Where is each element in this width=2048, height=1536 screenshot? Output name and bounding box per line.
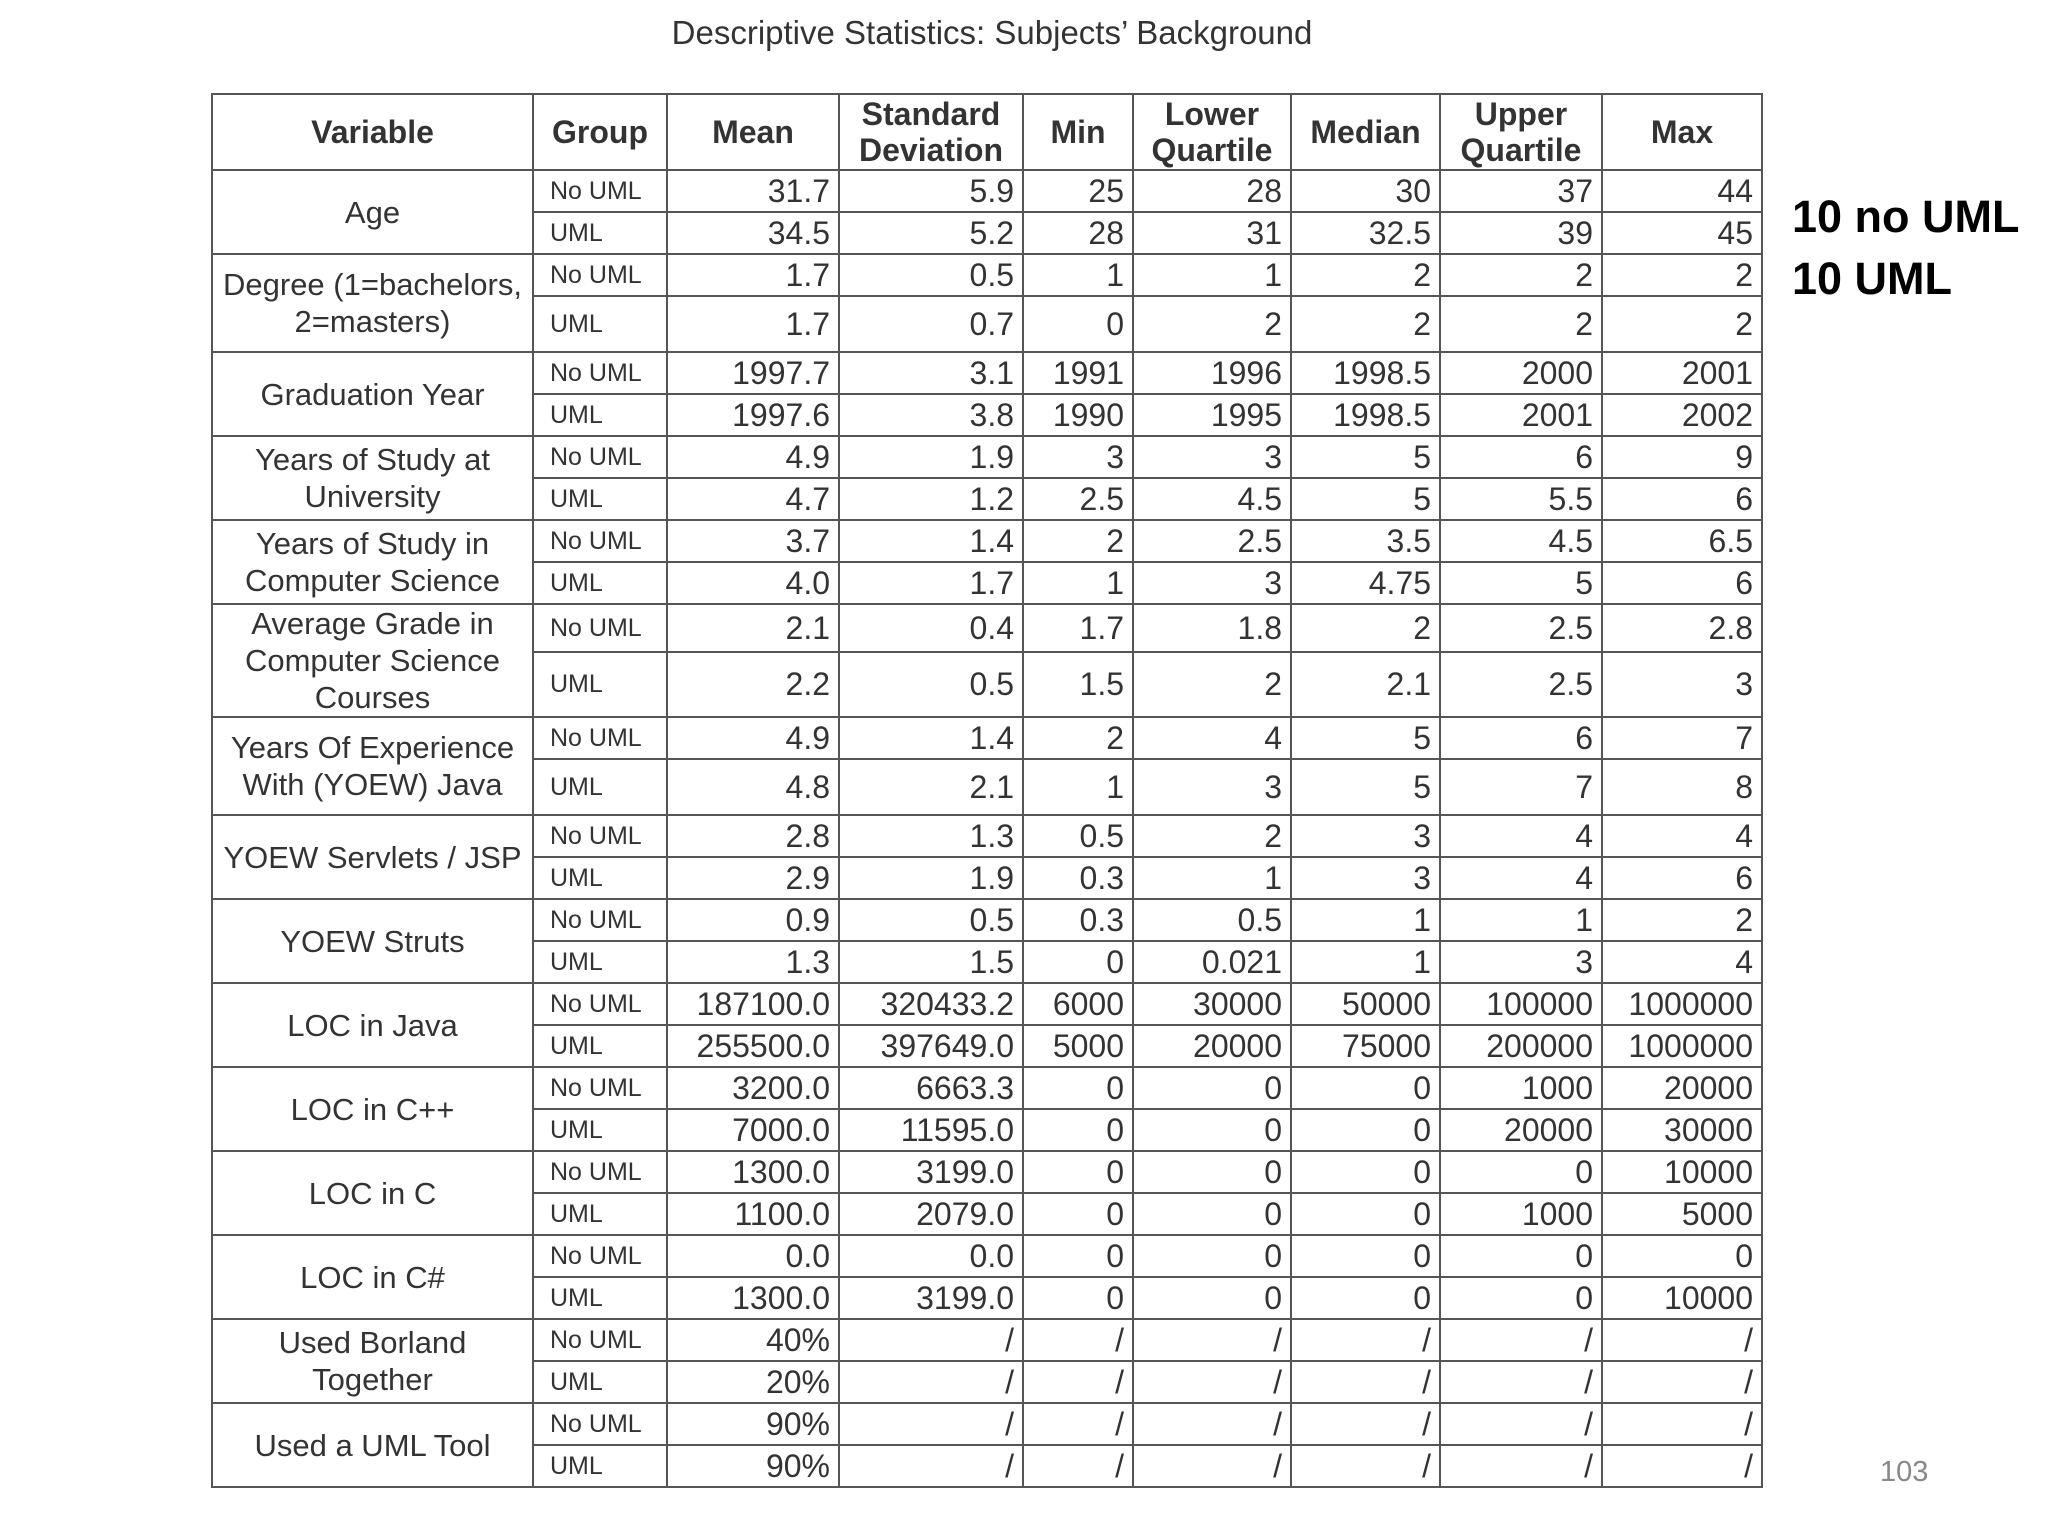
value-cell: 7 [1602,717,1762,759]
value-cell: 7 [1440,759,1602,815]
value-cell: 0.9 [667,899,839,941]
value-cell: 75000 [1291,1025,1440,1067]
value-cell: 1300.0 [667,1277,839,1319]
value-cell: 3 [1133,436,1291,478]
group-cell: No UML [533,1151,667,1193]
value-cell: 34.5 [667,212,839,254]
value-cell: 2.2 [667,652,839,717]
value-cell: 11595.0 [839,1109,1023,1151]
header-mean: Mean [667,94,839,170]
value-cell: 0 [1291,1277,1440,1319]
value-cell: 25 [1023,170,1133,212]
value-cell: / [1023,1445,1133,1487]
value-cell: 397649.0 [839,1025,1023,1067]
group-cell: UML [533,1193,667,1235]
value-cell: 6 [1440,717,1602,759]
value-cell: 1.9 [839,857,1023,899]
value-cell: 0 [1440,1151,1602,1193]
table-row [212,1067,1762,1109]
variable-cell: LOC in C [212,1151,533,1235]
value-cell: 2.1 [839,759,1023,815]
value-cell: 4.7 [667,478,839,520]
value-cell: 0.5 [839,652,1023,717]
value-cell: 4.9 [667,717,839,759]
value-cell: 6 [1602,857,1762,899]
group-cell: UML [533,394,667,436]
value-cell: / [1023,1403,1133,1445]
value-cell: 6 [1602,562,1762,604]
value-cell: 1996 [1133,352,1291,394]
table-body [212,170,1762,1487]
group-cell: UML [533,652,667,717]
value-cell: 0 [1602,1235,1762,1277]
value-cell: / [839,1445,1023,1487]
group-cell: No UML [533,170,667,212]
value-cell: 1 [1023,562,1133,604]
value-cell: 1.4 [839,717,1023,759]
value-cell: 0 [1133,1151,1291,1193]
value-cell: 5 [1291,478,1440,520]
group-cell: No UML [533,254,667,296]
value-cell: 20000 [1133,1025,1291,1067]
value-cell: 0.4 [839,604,1023,652]
variable-cell: YOEW Servlets / JSP [212,815,533,899]
value-cell: 0 [1133,1193,1291,1235]
value-cell: 2 [1133,652,1291,717]
value-cell: 2 [1440,254,1602,296]
value-cell: 1000 [1440,1193,1602,1235]
value-cell: 0 [1291,1193,1440,1235]
value-cell: 1990 [1023,394,1133,436]
value-cell: 0.3 [1023,899,1133,941]
value-cell: 1300.0 [667,1151,839,1193]
value-cell: / [839,1361,1023,1403]
value-cell: 0.3 [1023,857,1133,899]
variable-cell: YOEW Struts [212,899,533,983]
value-cell: 2.5 [1023,478,1133,520]
value-cell: 3199.0 [839,1151,1023,1193]
value-cell: 0 [1440,1277,1602,1319]
table-row [212,352,1762,394]
value-cell: 20000 [1440,1109,1602,1151]
value-cell: 0 [1023,1193,1133,1235]
table-row [212,254,1762,296]
value-cell: 30000 [1602,1109,1762,1151]
value-cell: 1.7 [839,562,1023,604]
group-cell: No UML [533,352,667,394]
value-cell: 5 [1291,436,1440,478]
value-cell: 1100.0 [667,1193,839,1235]
value-cell: 2 [1133,815,1291,857]
header-max: Max [1602,94,1762,170]
value-cell: 2000 [1440,352,1602,394]
value-cell: 4 [1440,857,1602,899]
value-cell: 0.5 [1133,899,1291,941]
value-cell: 0.7 [839,296,1023,352]
table-row [212,1151,1762,1193]
value-cell: 0.0 [839,1235,1023,1277]
table-row [212,604,1762,652]
group-cell: UML [533,562,667,604]
variable-cell: LOC in C# [212,1235,533,1319]
value-cell: 0 [1023,296,1133,352]
value-cell: 0.021 [1133,941,1291,983]
table-row [212,520,1762,562]
value-cell: 0 [1023,1067,1133,1109]
value-cell: 3 [1602,652,1762,717]
value-cell: 3 [1291,857,1440,899]
value-cell: 0 [1133,1109,1291,1151]
value-cell: 1 [1133,254,1291,296]
page-number: 103 [1880,1456,1929,1488]
group-cell: No UML [533,815,667,857]
value-cell: 1997.6 [667,394,839,436]
value-cell: 1 [1023,254,1133,296]
value-cell: 200000 [1440,1025,1602,1067]
value-cell: 0 [1023,1235,1133,1277]
table-row [212,1319,1762,1361]
value-cell: 0 [1023,1277,1133,1319]
value-cell: 1000 [1440,1067,1602,1109]
value-cell: 1 [1440,899,1602,941]
value-cell: / [1440,1361,1602,1403]
table-row [212,1403,1762,1445]
sample-size-no-uml: 10 no UML [1792,191,2020,242]
descriptive-statistics-table [211,93,1763,1488]
value-cell: 1.9 [839,436,1023,478]
value-cell: 0 [1291,1067,1440,1109]
value-cell: / [1133,1319,1291,1361]
value-cell: 2 [1602,254,1762,296]
header-row [212,94,1762,170]
value-cell: / [1602,1445,1762,1487]
value-cell: 2 [1133,296,1291,352]
value-cell: 1 [1023,759,1133,815]
value-cell: 0 [1023,1109,1133,1151]
value-cell: 1.4 [839,520,1023,562]
value-cell: 2.5 [1133,520,1291,562]
value-cell: 4.75 [1291,562,1440,604]
value-cell: 5000 [1602,1193,1762,1235]
variable-cell: Age [212,170,533,254]
group-cell: No UML [533,520,667,562]
value-cell: 1 [1133,857,1291,899]
value-cell: 0.5 [839,899,1023,941]
header-lower-quartile: Lower Quartile [1133,94,1291,170]
value-cell: 2001 [1440,394,1602,436]
value-cell: / [1133,1445,1291,1487]
value-cell: 2 [1602,296,1762,352]
value-cell: 1000000 [1602,1025,1762,1067]
value-cell: 2.1 [667,604,839,652]
value-cell: 0 [1291,1151,1440,1193]
value-cell: 4.0 [667,562,839,604]
value-cell: 37 [1440,170,1602,212]
table-row [212,436,1762,478]
value-cell: 2.8 [1602,604,1762,652]
value-cell: 2 [1291,254,1440,296]
group-cell: No UML [533,983,667,1025]
value-cell: 2 [1602,899,1762,941]
variable-cell: Used Borland Together [212,1319,533,1403]
value-cell: 4 [1602,941,1762,983]
value-cell: 6 [1602,478,1762,520]
value-cell: 30000 [1133,983,1291,1025]
value-cell: 31.7 [667,170,839,212]
value-cell: 4 [1133,717,1291,759]
value-cell: 90% [667,1445,839,1487]
variable-cell: Graduation Year [212,352,533,436]
value-cell: 1 [1291,941,1440,983]
value-cell: 0.5 [839,254,1023,296]
value-cell: 6000 [1023,983,1133,1025]
value-cell: 1.8 [1133,604,1291,652]
value-cell: 3 [1023,436,1133,478]
value-cell: 5.9 [839,170,1023,212]
group-cell: UML [533,212,667,254]
value-cell: 7000.0 [667,1109,839,1151]
value-cell: 44 [1602,170,1762,212]
value-cell: 3 [1133,759,1291,815]
variable-cell: Years of Study in Computer Science [212,520,533,604]
value-cell: 0 [1291,1109,1440,1151]
group-cell: UML [533,1025,667,1067]
value-cell: / [1133,1361,1291,1403]
value-cell: 6663.3 [839,1067,1023,1109]
value-cell: 4.5 [1440,520,1602,562]
value-cell: 1995 [1133,394,1291,436]
value-cell: 1.7 [667,254,839,296]
value-cell: 40% [667,1319,839,1361]
value-cell: 2 [1291,604,1440,652]
group-cell: UML [533,941,667,983]
value-cell: 4 [1602,815,1762,857]
table-row [212,717,1762,759]
value-cell: 5 [1291,759,1440,815]
group-cell: No UML [533,717,667,759]
value-cell: / [1602,1319,1762,1361]
value-cell: 4.9 [667,436,839,478]
value-cell: 3 [1440,941,1602,983]
value-cell: 2 [1291,296,1440,352]
value-cell: 6 [1440,436,1602,478]
table-row [212,170,1762,212]
value-cell: 2 [1023,717,1133,759]
value-cell: 255500.0 [667,1025,839,1067]
value-cell: 28 [1133,170,1291,212]
value-cell: 30 [1291,170,1440,212]
value-cell: 10000 [1602,1151,1762,1193]
value-cell: 0.0 [667,1235,839,1277]
header-group: Group [533,94,667,170]
value-cell: 8 [1602,759,1762,815]
value-cell: 0 [1023,1151,1133,1193]
header-median: Median [1291,94,1440,170]
header-min: Min [1023,94,1133,170]
value-cell: / [1602,1361,1762,1403]
group-cell: No UML [533,1067,667,1109]
value-cell: / [839,1319,1023,1361]
header-standard-deviation: Standard Deviation [839,94,1023,170]
value-cell: 32.5 [1291,212,1440,254]
value-cell: / [1440,1319,1602,1361]
value-cell: / [1291,1445,1440,1487]
value-cell: 0 [1133,1277,1291,1319]
value-cell: 1 [1291,899,1440,941]
value-cell: 1.7 [667,296,839,352]
table-row [212,899,1762,941]
header-upper-quartile: Upper Quartile [1440,94,1602,170]
value-cell: 5 [1291,717,1440,759]
value-cell: / [1291,1319,1440,1361]
group-cell: UML [533,1445,667,1487]
value-cell: 39 [1440,212,1602,254]
value-cell: 3200.0 [667,1067,839,1109]
value-cell: 20% [667,1361,839,1403]
group-cell: UML [533,1361,667,1403]
value-cell: 50000 [1291,983,1440,1025]
value-cell: 0 [1291,1235,1440,1277]
value-cell: 5.2 [839,212,1023,254]
value-cell: 0 [1133,1067,1291,1109]
value-cell: 0 [1133,1235,1291,1277]
group-cell: UML [533,1109,667,1151]
value-cell: 5000 [1023,1025,1133,1067]
value-cell: 2.1 [1291,652,1440,717]
group-cell: No UML [533,899,667,941]
value-cell: 20000 [1602,1067,1762,1109]
value-cell: 0 [1023,941,1133,983]
value-cell: 3199.0 [839,1277,1023,1319]
value-cell: / [1133,1403,1291,1445]
value-cell: 4.8 [667,759,839,815]
value-cell: / [839,1403,1023,1445]
value-cell: 1991 [1023,352,1133,394]
variable-cell: LOC in Java [212,983,533,1067]
value-cell: 9 [1602,436,1762,478]
group-cell: UML [533,1277,667,1319]
value-cell: 2.5 [1440,604,1602,652]
group-cell: No UML [533,436,667,478]
value-cell: 0.5 [1023,815,1133,857]
value-cell: 3 [1133,562,1291,604]
table-title: Descriptive Statistics: Subjects’ Background [671,14,1313,51]
group-cell: UML [533,478,667,520]
sample-size-note [1792,186,2020,310]
group-cell: No UML [533,1403,667,1445]
value-cell: 90% [667,1403,839,1445]
value-cell: 1.7 [1023,604,1133,652]
value-cell: 320433.2 [839,983,1023,1025]
variable-cell: Used a UML Tool [212,1403,533,1487]
value-cell: 1998.5 [1291,352,1440,394]
value-cell: 3.5 [1291,520,1440,562]
value-cell: 2.9 [667,857,839,899]
table-row [212,983,1762,1025]
value-cell: 2079.0 [839,1193,1023,1235]
value-cell: 1.3 [839,815,1023,857]
group-cell: UML [533,759,667,815]
value-cell: 5 [1440,562,1602,604]
value-cell: 3.1 [839,352,1023,394]
value-cell: 3 [1291,815,1440,857]
value-cell: 1.5 [839,941,1023,983]
value-cell: 0 [1440,1235,1602,1277]
group-cell: No UML [533,604,667,652]
group-cell: UML [533,296,667,352]
sample-size-uml: 10 UML [1792,253,1953,304]
value-cell: / [1291,1361,1440,1403]
value-cell: 1.2 [839,478,1023,520]
value-cell: 1997.7 [667,352,839,394]
value-cell: / [1440,1445,1602,1487]
value-cell: 31 [1133,212,1291,254]
value-cell: 6.5 [1602,520,1762,562]
value-cell: / [1440,1403,1602,1445]
variable-cell: LOC in C++ [212,1067,533,1151]
value-cell: 4 [1440,815,1602,857]
value-cell: / [1291,1403,1440,1445]
value-cell: 1.3 [667,941,839,983]
value-cell: 3.8 [839,394,1023,436]
value-cell: 1.5 [1023,652,1133,717]
table-row [212,1235,1762,1277]
value-cell: / [1023,1319,1133,1361]
group-cell: UML [533,857,667,899]
value-cell: 100000 [1440,983,1602,1025]
variable-cell: Years Of Experience With (YOEW) Java [212,717,533,815]
value-cell: 5.5 [1440,478,1602,520]
value-cell: / [1602,1403,1762,1445]
value-cell: 4.5 [1133,478,1291,520]
value-cell: 28 [1023,212,1133,254]
value-cell: 1998.5 [1291,394,1440,436]
value-cell: 10000 [1602,1277,1762,1319]
value-cell: 187100.0 [667,983,839,1025]
header-variable: Variable [212,94,533,170]
value-cell: 45 [1602,212,1762,254]
table-row [212,815,1762,857]
value-cell: 2001 [1602,352,1762,394]
value-cell: 3.7 [667,520,839,562]
value-cell: / [1023,1361,1133,1403]
value-cell: 1000000 [1602,983,1762,1025]
variable-cell: Average Grade in Computer Science Courses [212,604,533,717]
value-cell: 2.5 [1440,652,1602,717]
group-cell: No UML [533,1319,667,1361]
value-cell: 2002 [1602,394,1762,436]
variable-cell: Degree (1=bachelors, 2=masters) [212,254,533,352]
value-cell: 2 [1023,520,1133,562]
value-cell: 2 [1440,296,1602,352]
variable-cell: Years of Study at University [212,436,533,520]
value-cell: 2.8 [667,815,839,857]
group-cell: No UML [533,1235,667,1277]
